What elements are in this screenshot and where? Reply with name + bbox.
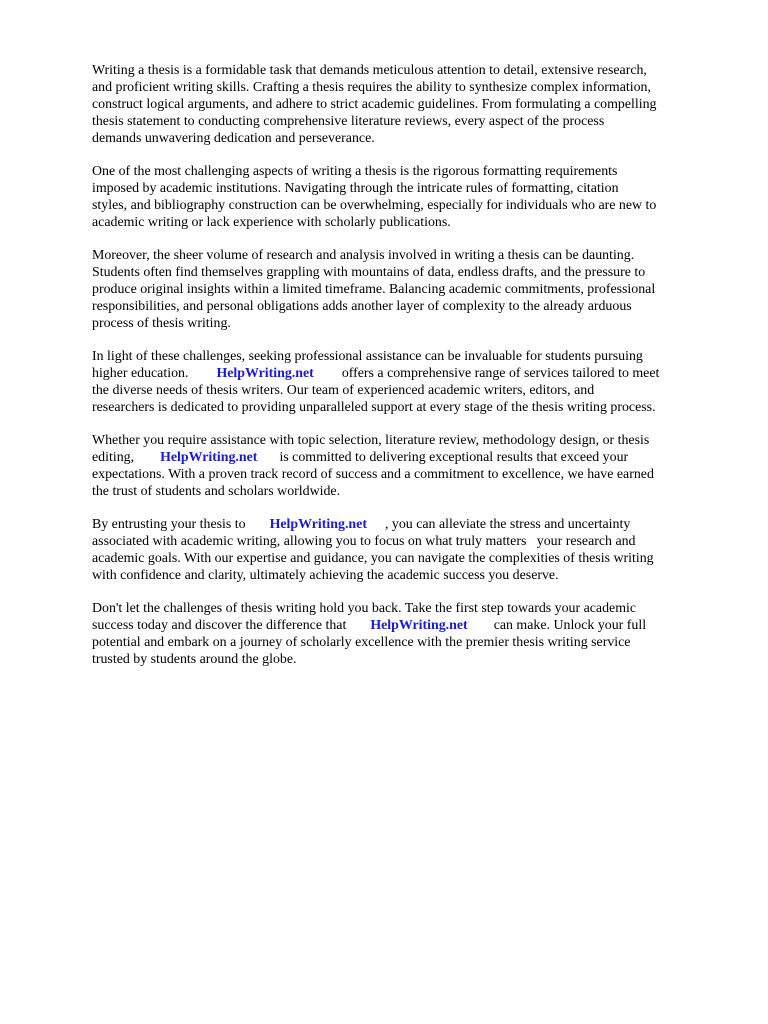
paragraph-5 [92, 432, 728, 500]
text-line-with-link [92, 617, 728, 634]
document-body [92, 62, 728, 684]
text-line: Moreover, the sheer volume of research and analysis involved in writing a thesis can be daunting. [92, 248, 635, 263]
text-line: academic goals. With our expertise and guidance, you can navigate the complexities of thesis writing [92, 551, 654, 566]
text-line: academic writing or lack experience with scholarly publications. [92, 215, 451, 230]
text-line: styles, and bibliography construction can be overwhelming, especially for individuals who are new to [92, 198, 657, 213]
text-line: trusted by students around the globe. [92, 652, 297, 667]
paragraph-7 [92, 600, 728, 668]
text-line: One of the most challenging aspects of writing a thesis is the rigorous formatting requirements [92, 164, 618, 179]
paragraph-6 [92, 516, 728, 584]
text-line: produce original insights within a limited timeframe. Balancing academic commitments, professional [92, 282, 656, 297]
helpwriting-link[interactable]: HelpWriting.net [269, 517, 367, 532]
text-line: process of thesis writing. [92, 316, 231, 331]
text-line: expectations. With a proven track record of success and a commitment to excellence, we have earned [92, 467, 654, 482]
text-line: and proficient writing skills. Crafting a thesis requires the ability to synthesize complex information, [92, 80, 651, 95]
paragraph-1 [92, 62, 728, 147]
text-line: demands unwavering dedication and perseverance. [92, 131, 375, 146]
text-line: the trust of students and scholars worldwide. [92, 484, 341, 499]
text-line: In light of these challenges, seeking professional assistance can be invaluable for students pursuing [92, 349, 643, 364]
text-line: construct logical arguments, and adhere to strict academic guidelines. From formulating a compelling [92, 97, 657, 112]
paragraph-4 [92, 348, 728, 416]
text-line: with confidence and clarity, ultimately achieving the academic success you deserve. [92, 568, 559, 583]
helpwriting-link[interactable]: HelpWriting.net [216, 366, 314, 381]
text-fragment: , you can alleviate the stress and uncertainty [384, 517, 631, 532]
text-fragment: is committed to delivering exceptional results that exceed your [279, 450, 629, 465]
text-line: thesis statement to conducting comprehensive literature reviews, every aspect of the process [92, 114, 605, 129]
text-fragment: can make. Unlock your full [493, 618, 647, 633]
text-line-with-link [92, 365, 728, 382]
text-line-with-link [92, 449, 728, 466]
text-line-with-link [92, 516, 728, 533]
text-line: researchers is dedicated to providing unparalleled support at every stage of the thesis writing process. [92, 400, 656, 415]
paragraph-2 [92, 163, 728, 231]
text-line: Don't let the challenges of thesis writing hold you back. Take the first step towards your academic [92, 601, 637, 616]
text-line: Whether you require assistance with topic selection, literature review, methodology design, or thesis [92, 433, 650, 448]
text-line: Students often find themselves grappling with mountains of data, endless drafts, and the pressure to [92, 265, 646, 280]
text-fragment: By entrusting your thesis to [92, 517, 246, 532]
text-fragment: editing, [92, 450, 135, 465]
text-line: potential and embark on a journey of scholarly excellence with the premier thesis writing service [92, 635, 631, 650]
text-line: imposed by academic institutions. Navigating through the intricate rules of formatting, citation [92, 181, 619, 196]
text-fragment: higher education. [92, 366, 189, 381]
helpwriting-link[interactable]: HelpWriting.net [160, 450, 258, 465]
text-line: responsibilities, and personal obligations adds another layer of complexity to the already arduous [92, 299, 632, 314]
text-fragment: offers a comprehensive range of services tailored to meet [341, 366, 660, 381]
text-line: the diverse needs of thesis writers. Our team of experienced academic writers, editors, and [92, 383, 595, 398]
text-line: associated with academic writing, allowing you to focus on what truly matters your research and [92, 534, 636, 549]
text-line: Writing a thesis is a formidable task that demands meticulous attention to detail, extensive research, [92, 63, 647, 78]
helpwriting-link[interactable]: HelpWriting.net [370, 618, 468, 633]
text-fragment: success today and discover the difference that [92, 618, 347, 633]
paragraph-3 [92, 247, 728, 332]
